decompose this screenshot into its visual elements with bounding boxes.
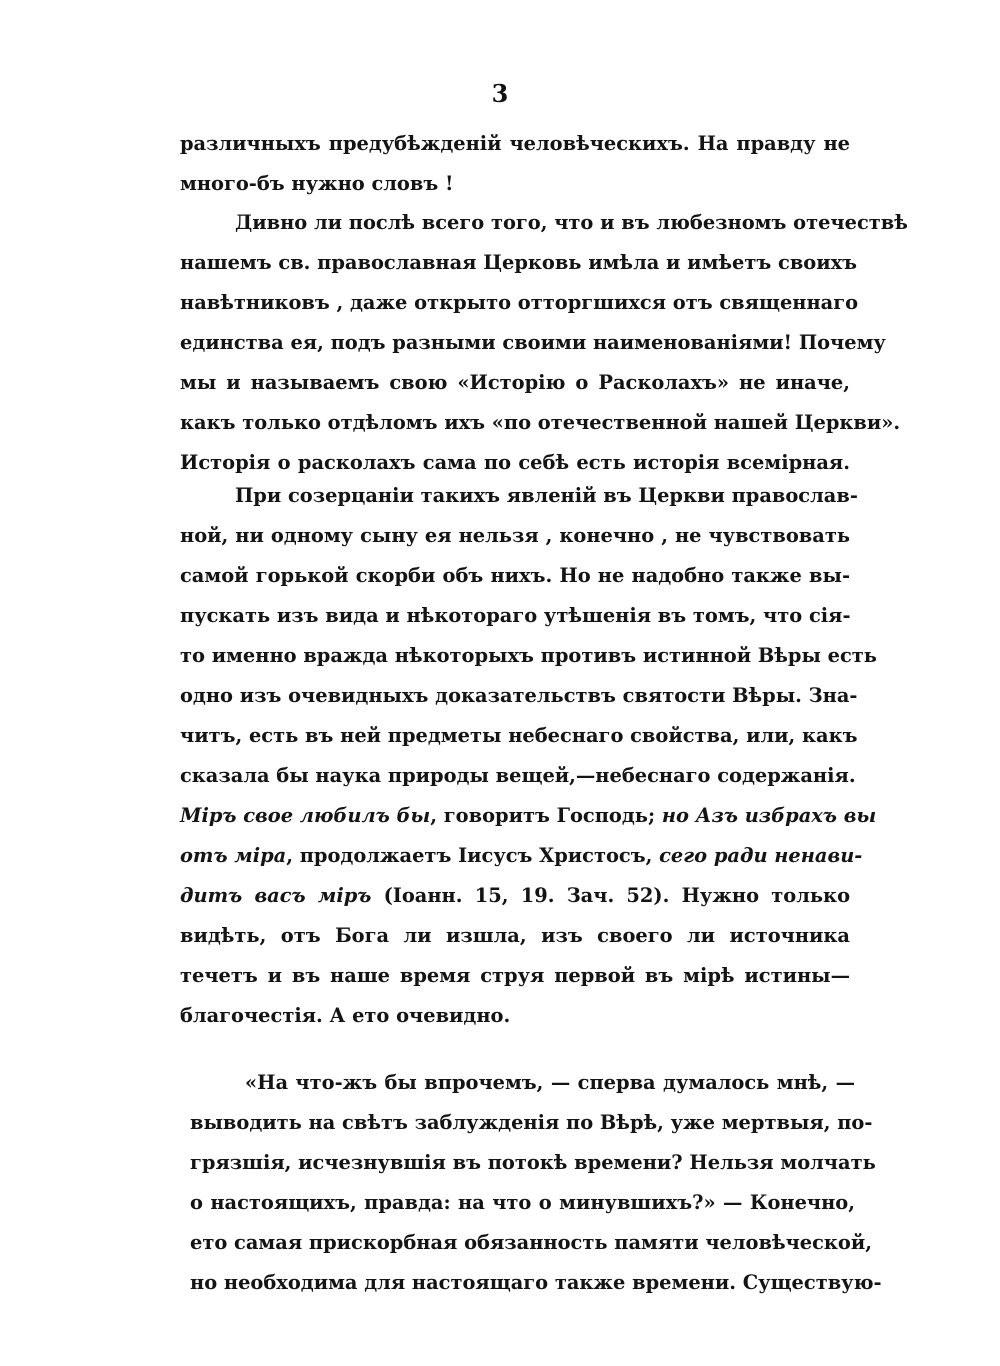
page-number: 3 [491, 79, 509, 108]
text-line: читъ, есть въ ней предметы небеснаго свойства, или, какъ [180, 724, 858, 747]
scripture-reference: (Іоанн. 15, 19. Зач. 52). Нужно только [371, 884, 850, 907]
text-line-quote [180, 876, 850, 916]
text-line-quote [180, 836, 863, 876]
quote-attribution: , продолжаетъ Іисусъ Христосъ, [286, 844, 660, 867]
paragraph-4 [190, 1063, 882, 1303]
text-line: Исторія о расколахъ сама по себѣ есть исторія всемірная. [180, 451, 850, 474]
text-line: какъ только отдѣломъ ихъ «по отечественной нашей Церкви». [180, 411, 901, 434]
text-line: единства ея, подъ разными своими наименованіями! Почему [180, 331, 886, 354]
text-line: мы и называемъ свою «Исторію о Расколахъ» не иначе, [180, 371, 850, 394]
text-line: сказала бы наука природы вещей,—небеснаго содержанія. [180, 764, 856, 787]
text-line: много-бъ нужно словъ ! [180, 172, 454, 195]
paragraph-3 [180, 476, 877, 1036]
paragraph-2 [180, 203, 908, 483]
text-line: ето самая прискорбная обязанность памяти человѣческой, [190, 1231, 872, 1254]
scripture-quote: Міръ свое любилъ бы [180, 804, 431, 827]
scripture-quote: сего ради ненави- [659, 844, 863, 867]
text-line: При созерцаніи такихъ явленій въ Церкви православ- [235, 484, 858, 507]
text-line: самой горькой скорби объ нихъ. Но не надобно также вы- [180, 564, 850, 587]
scripture-quote: дитъ васъ міръ [180, 884, 372, 907]
text-line: то именно вражда нѣкоторыхъ противъ истинной Вѣры есть [180, 644, 877, 667]
text-line: нашемъ св. православная Церковь имѣла и имѣетъ своихъ [180, 251, 858, 274]
scripture-quote: но Азъ избрахъ вы [661, 804, 877, 827]
text-line: ной, ни одному сыну ея нельзя , конечно , не чувствовать [180, 524, 850, 547]
text-line: но необходима для настоящаго также времени. Существую- [190, 1271, 882, 1294]
text-line: Дивно ли послѣ всего того, что и въ любезномъ отечествѣ [235, 211, 908, 234]
text-line: выводить на свѣтъ заблужденія по Вѣрѣ, уже мертвыя, по- [190, 1111, 873, 1134]
text-line: одно изъ очевидныхъ доказательствъ святости Вѣры. Зна- [180, 684, 858, 707]
text-line: грязшія, исчезнувшія въ потокѣ времени? Нельзя молчать [190, 1151, 876, 1174]
quote-attribution: , говоритъ Господь; [430, 804, 662, 827]
text-line: «На что-жъ бы впрочемъ, — сперва думалось мнѣ, — [245, 1071, 855, 1094]
text-line: течетъ и въ наше время струя первой въ мірѣ истины— [180, 964, 850, 987]
text-line: видѣть, отъ Бога ли изшла, изъ своего ли источника [180, 924, 850, 947]
paragraph-1 [180, 124, 850, 204]
scripture-quote: отъ міра [180, 844, 287, 867]
text-line: благочестія. А ето очевидно. [180, 1004, 511, 1027]
text-line: о настоящихъ, правда: на что о минувшихъ?» — Конечно, [190, 1191, 855, 1214]
text-line: пускать изъ вида и нѣкотораго утѣшенія въ томъ, что сія- [180, 604, 851, 627]
text-line-quote [180, 796, 877, 836]
text-line: навѣтниковъ , даже открыто отторгшихся отъ священнаго [180, 291, 859, 314]
text-line: различныхъ предубѣжденій человѣческихъ. На правду не [180, 132, 850, 155]
